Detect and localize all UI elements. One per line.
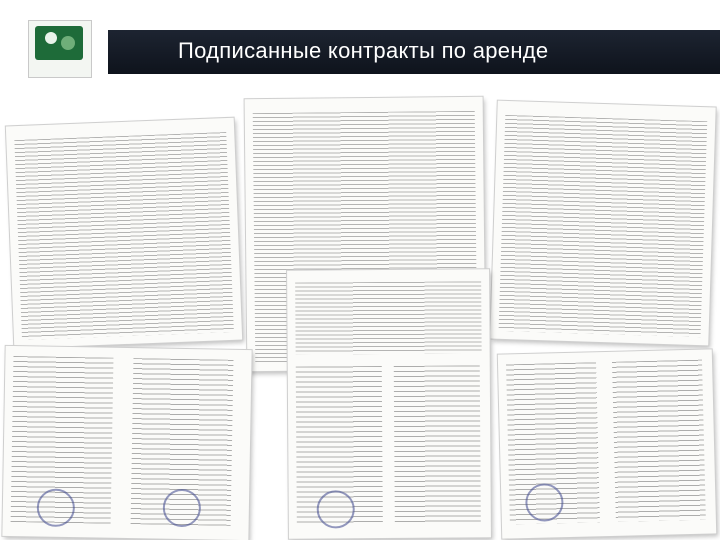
- contract-requisites-3: [498, 349, 716, 538]
- page-title: Подписанные контракты по аренде: [178, 38, 549, 63]
- text-lines: [295, 281, 481, 354]
- header: [0, 0, 720, 88]
- logo-mark-icon: [35, 26, 83, 60]
- text-lines: [14, 132, 234, 340]
- company-logo: [28, 20, 92, 78]
- contract-requisites-1: [2, 346, 251, 540]
- requisites-right-column: [394, 365, 481, 524]
- contract-page-3: [490, 101, 715, 346]
- contract-requisites-2: [287, 269, 491, 538]
- requisites-right-column: [612, 360, 706, 522]
- text-lines: [499, 115, 708, 337]
- seal-stamp: [317, 490, 355, 528]
- contract-page-1: [6, 118, 242, 349]
